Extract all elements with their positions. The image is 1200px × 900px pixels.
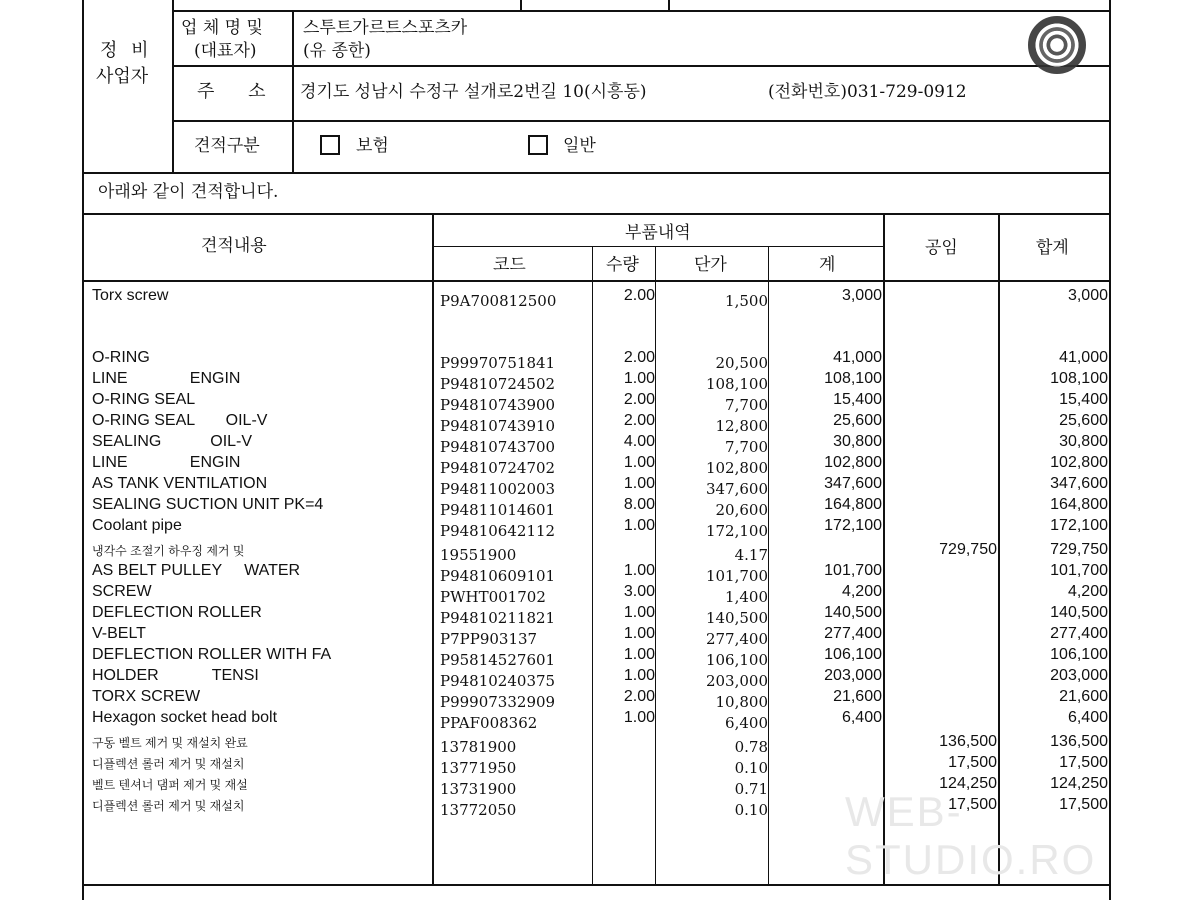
row-unit-price: 106,100	[705, 651, 768, 669]
row-description: 벨트 텐셔너 댐퍼 제거 및 재설	[92, 778, 248, 792]
row-unit-price: 102,800	[705, 459, 768, 477]
row-qty: 1.00	[623, 667, 655, 684]
row-qty: 1.00	[623, 646, 655, 663]
row-qty: 8.00	[623, 496, 655, 513]
row-unit-price: 6,400	[725, 714, 768, 732]
row-total: 41,000	[1059, 349, 1108, 366]
row-description: 냉각수 조절기 하우징 제거 및	[92, 544, 245, 558]
row-unit-price: 108,100	[705, 375, 768, 393]
row-subtotal: 102,800	[824, 454, 882, 471]
row-qty: 1.00	[623, 454, 655, 471]
col-divider	[172, 0, 174, 173]
row-code: P94810240375	[440, 672, 556, 690]
row-labor: 17,500	[948, 796, 997, 813]
row-description: SEALING SUCTION UNIT PK=4	[92, 496, 324, 513]
intro-text: 아래와 같이 견적합니다.	[98, 182, 279, 202]
row-unit-price: 1,500	[725, 292, 768, 310]
row-unit-price: 4.17	[734, 546, 768, 564]
table-col-line	[592, 247, 593, 885]
row-code: 13731900	[440, 780, 517, 798]
row-qty: 1.00	[623, 562, 655, 579]
row-total: 347,600	[1050, 475, 1108, 492]
row-unit-price: 20,600	[715, 501, 768, 519]
row-description: SCREW	[92, 583, 152, 600]
row-qty: 2.00	[623, 688, 655, 705]
row-subtotal: 347,600	[824, 475, 882, 492]
row-subtotal: 106,100	[824, 646, 882, 663]
table-header-line	[82, 280, 1110, 282]
row-unit-price: 172,100	[705, 522, 768, 540]
row-code: 13781900	[440, 738, 517, 756]
insurance-option-label: 보험	[356, 136, 389, 156]
row-qty: 1.00	[623, 625, 655, 642]
row-description: Hexagon socket head bolt	[92, 709, 278, 726]
row-subtotal: 3,000	[841, 287, 882, 304]
row-divider	[172, 120, 1110, 122]
total-header: 합계	[1036, 238, 1069, 258]
row-subtotal: 21,600	[833, 688, 882, 705]
row-unit-price: 0.10	[734, 759, 768, 777]
row-unit-price: 140,500	[705, 609, 768, 627]
row-qty: 1.00	[623, 475, 655, 492]
row-total: 6,400	[1067, 709, 1108, 726]
labor-header: 공임	[925, 238, 958, 258]
table-col-line	[883, 213, 885, 885]
row-subtotal: 172,100	[824, 517, 882, 534]
row-divider	[82, 172, 1110, 174]
right-border	[1109, 0, 1111, 900]
row-description: Coolant pipe	[92, 517, 182, 534]
row-description: 구동 벨트 제거 및 재설치 완료	[92, 736, 248, 750]
watermark: WEB-STUDIO.RO	[845, 788, 1097, 883]
table-col-line	[432, 213, 434, 885]
row-description: LINE ENGIN	[92, 370, 241, 387]
row-unit-price: 0.71	[734, 780, 768, 798]
row-total: 102,800	[1050, 454, 1108, 471]
row-qty: 1.00	[623, 604, 655, 621]
table-col-line	[655, 247, 656, 885]
row-labor: 124,250	[939, 775, 997, 792]
row-description: DEFLECTION ROLLER WITH FA	[92, 646, 332, 663]
row-qty: 1.00	[623, 370, 655, 387]
row-description: SEALING OIL-V	[92, 433, 253, 450]
row-unit-price: 7,700	[725, 438, 768, 456]
table-col-line	[998, 213, 1000, 885]
row-description: HOLDER TENSI	[92, 667, 259, 684]
row-total: 30,800	[1059, 433, 1108, 450]
row-qty: 2.00	[623, 349, 655, 366]
row-total: 140,500	[1050, 604, 1108, 621]
table-col-line	[768, 247, 769, 885]
row-code: P94810743700	[440, 438, 556, 456]
row-description: TORX SCREW	[92, 688, 201, 705]
row-qty: 3.00	[623, 583, 655, 600]
row-total: 164,800	[1050, 496, 1108, 513]
row-description: 디플렉션 롤러 제거 및 재설치	[92, 757, 245, 771]
row-code: P99970751841	[440, 354, 556, 372]
row-total: 729,750	[1050, 541, 1108, 558]
general-option-label: 일반	[563, 136, 596, 156]
col-divider	[292, 10, 294, 173]
row-total: 136,500	[1050, 733, 1108, 750]
estimate-type-label: 견적구분	[194, 136, 260, 156]
row-subtotal: 4,200	[841, 583, 882, 600]
subtotal-header: 계	[819, 255, 836, 275]
vendor-label: 사업자	[96, 66, 149, 87]
row-subtotal: 41,000	[833, 349, 882, 366]
row-unit-price: 7,700	[725, 396, 768, 414]
col-divider	[668, 0, 670, 11]
row-total: 277,400	[1050, 625, 1108, 642]
top-border	[172, 10, 1110, 12]
row-qty: 4.00	[623, 433, 655, 450]
code-header: 코드	[493, 255, 526, 275]
row-labor: 136,500	[939, 733, 997, 750]
left-border	[82, 0, 84, 900]
row-subtotal: 6,400	[841, 709, 882, 726]
row-description: O-RING SEAL OIL-V	[92, 412, 268, 429]
row-total: 172,100	[1050, 517, 1108, 534]
row-unit-price: 20,500	[715, 354, 768, 372]
row-description: AS BELT PULLEY WATER	[92, 562, 301, 579]
row-unit-price: 101,700	[705, 567, 768, 585]
row-code: 13772050	[440, 801, 517, 819]
row-description: DEFLECTION ROLLER	[92, 604, 262, 621]
row-description: AS TANK VENTILATION	[92, 475, 268, 492]
row-unit-price: 12,800	[715, 417, 768, 435]
row-qty: 1.00	[623, 709, 655, 726]
address-label: 주 소	[197, 81, 266, 102]
phone-value: (전화번호)031-729-0912	[768, 82, 967, 102]
col-divider	[520, 0, 522, 11]
row-code: P94811002003	[440, 480, 556, 498]
row-code: P9A700812500	[440, 292, 557, 310]
row-unit-price: 277,400	[705, 630, 768, 648]
parts-header: 부품내역	[625, 223, 691, 243]
row-code: 19551900	[440, 546, 517, 564]
row-code: P94810724502	[440, 375, 556, 393]
qty-header: 수량	[606, 255, 639, 275]
address-value: 경기도 성남시 수정구 설개로2번길 10(시흥동)	[300, 82, 647, 102]
row-subtotal: 30,800	[833, 433, 882, 450]
row-code: P7PP903137	[440, 630, 538, 648]
insurance-checkbox[interactable]	[320, 135, 340, 155]
row-total: 124,250	[1050, 775, 1108, 792]
unit-price-header: 단가	[694, 255, 727, 275]
row-subtotal: 164,800	[824, 496, 882, 513]
table-header-line	[432, 246, 884, 247]
row-total: 17,500	[1059, 754, 1108, 771]
row-divider	[82, 213, 1110, 215]
row-subtotal: 108,100	[824, 370, 882, 387]
row-code: P94810211821	[440, 609, 556, 627]
row-unit-price: 10,800	[715, 693, 768, 711]
row-code: PPAF008362	[440, 714, 538, 732]
row-code: P94811014601	[440, 501, 556, 519]
company-name: 스투트가르트스포츠카	[303, 18, 468, 38]
description-header: 견적내용	[201, 236, 267, 256]
row-divider	[172, 65, 1110, 67]
row-code: PWHT001702	[440, 588, 546, 606]
row-qty: 2.00	[623, 287, 655, 304]
row-unit-price: 0.78	[734, 738, 768, 756]
row-total: 4,200	[1067, 583, 1108, 600]
name-label: 업 체 명 및	[181, 18, 263, 38]
row-qty: 2.00	[623, 412, 655, 429]
row-unit-price: 347,600	[705, 480, 768, 498]
row-total: 106,100	[1050, 646, 1108, 663]
general-checkbox[interactable]	[528, 135, 548, 155]
row-total: 203,000	[1050, 667, 1108, 684]
row-labor: 17,500	[948, 754, 997, 771]
vendor-label: 정 비	[100, 40, 153, 61]
name-label: (대표자)	[194, 41, 257, 61]
row-unit-price: 1,400	[725, 588, 768, 606]
row-subtotal: 25,600	[833, 412, 882, 429]
row-unit-price: 203,000	[705, 672, 768, 690]
row-total: 15,400	[1059, 391, 1108, 408]
row-code: P94810724702	[440, 459, 556, 477]
row-description: O-RING SEAL	[92, 391, 196, 408]
row-code: P99907332909	[440, 693, 556, 711]
row-total: 108,100	[1050, 370, 1108, 387]
row-total: 3,000	[1067, 287, 1108, 304]
representative-name: (유 종한)	[303, 41, 371, 61]
row-code: P94810743900	[440, 396, 556, 414]
row-qty: 2.00	[623, 391, 655, 408]
row-total: 25,600	[1059, 412, 1108, 429]
row-code: P94810642112	[440, 522, 556, 540]
row-code: 13771950	[440, 759, 517, 777]
row-subtotal: 140,500	[824, 604, 882, 621]
row-description: Torx screw	[92, 287, 169, 304]
row-subtotal: 15,400	[833, 391, 882, 408]
row-subtotal: 277,400	[824, 625, 882, 642]
row-description: LINE ENGIN	[92, 454, 241, 471]
row-qty: 1.00	[623, 517, 655, 534]
row-code: P94810743910	[440, 417, 556, 435]
row-description: O-RING	[92, 349, 150, 366]
company-seal	[1028, 16, 1086, 74]
row-description: V-BELT	[92, 625, 146, 642]
row-labor: 729,750	[939, 541, 997, 558]
row-total: 21,600	[1059, 688, 1108, 705]
row-code: P95814527601	[440, 651, 556, 669]
row-unit-price: 0.10	[734, 801, 768, 819]
row-description: 디플렉션 롤러 제거 및 재설치	[92, 799, 245, 813]
row-total: 17,500	[1059, 796, 1108, 813]
table-bottom-line	[82, 884, 1110, 886]
row-subtotal: 101,700	[824, 562, 882, 579]
row-total: 101,700	[1050, 562, 1108, 579]
row-code: P94810609101	[440, 567, 556, 585]
row-subtotal: 203,000	[824, 667, 882, 684]
